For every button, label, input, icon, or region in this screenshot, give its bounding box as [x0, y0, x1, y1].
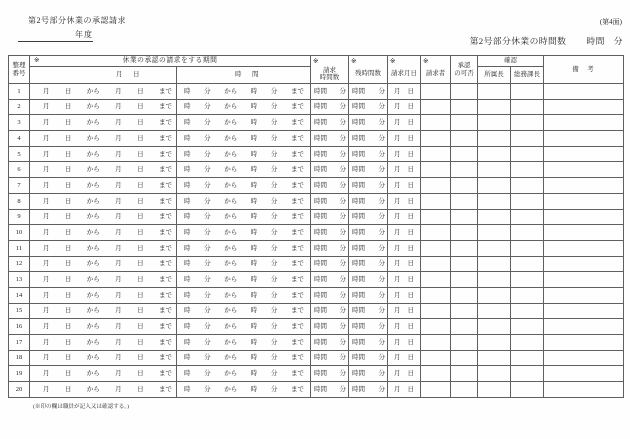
row-number-cell [9, 99, 30, 115]
hours-unit-label: 時間 [586, 36, 605, 46]
table-row [9, 335, 624, 351]
time-range-cell: 時 分 から 時 分 まで [177, 84, 311, 100]
requester-cell [421, 84, 451, 100]
request-hours-cell: 時間 分 [311, 366, 349, 382]
header-general-affairs-chief: 総務課長 [511, 67, 544, 84]
time-range-cell: 時 分 から 時 分 まで [177, 115, 311, 131]
header-request-hours: ※ 請求 時間数 [311, 56, 349, 84]
request-date-cell: 月 日 [388, 335, 421, 351]
row-number: 3 [17, 119, 21, 127]
general-affairs-chief-cell [511, 350, 544, 366]
date-range-cell: 月 日 から 月 日 まで [30, 319, 177, 335]
date-range-cell: 月 日 から 月 日 まで [30, 350, 177, 366]
section-chief-cell [478, 209, 511, 225]
section-chief-cell [478, 287, 511, 303]
row-number: 2 [17, 103, 21, 111]
approval-cell [451, 319, 478, 335]
table-row [9, 178, 624, 194]
request-date-cell: 月 日 [388, 382, 421, 398]
section-chief-cell [478, 193, 511, 209]
header-requester: ※ 請求者 [421, 56, 451, 84]
approval-cell [451, 256, 478, 272]
approval-cell [451, 366, 478, 382]
requester-cell [421, 146, 451, 162]
time-range-cell: 時 分 から 時 分 まで [177, 256, 311, 272]
date-range-cell: 月 日 から 月 日 まで [30, 99, 177, 115]
row-number-cell [9, 335, 30, 351]
row-number-cell [9, 115, 30, 131]
row-number-cell [9, 84, 30, 100]
table-row [9, 319, 624, 335]
request-hours-cell: 時間 分 [311, 115, 349, 131]
request-date-cell: 月 日 [388, 366, 421, 382]
general-affairs-chief-cell [511, 84, 544, 100]
section-chief-cell [478, 335, 511, 351]
date-range-cell: 月 日 から 月 日 まで [30, 287, 177, 303]
general-affairs-chief-cell [511, 178, 544, 194]
remarks-cell [544, 382, 624, 398]
time-range-cell: 時 分 から 時 分 まで [177, 240, 311, 256]
requester-cell [421, 162, 451, 178]
request-hours-cell: 時間 分 [311, 146, 349, 162]
asterisk-mark: ※ [34, 57, 40, 64]
remarks-cell [544, 131, 624, 147]
request-date-cell: 月 日 [388, 272, 421, 288]
time-range-cell: 時 分 から 時 分 まで [177, 303, 311, 319]
hours-total-line [470, 34, 623, 47]
time-range-cell: 時 分 から 時 分 まで [177, 335, 311, 351]
remaining-hours-cell: 時間 分 [349, 303, 388, 319]
row-number: 14 [15, 291, 23, 299]
request-hours-cell: 時間 分 [311, 335, 349, 351]
table-row [9, 287, 624, 303]
section-chief-cell [478, 272, 511, 288]
remarks-cell [544, 115, 624, 131]
requester-cell [421, 319, 451, 335]
request-hours-cell: 時間 分 [311, 162, 349, 178]
date-range-cell: 月 日 から 月 日 まで [30, 131, 177, 147]
date-range-cell: 月 日 から 月 日 まで [30, 382, 177, 398]
time-range-cell: 時 分 から 時 分 まで [177, 131, 311, 147]
request-hours-cell: 時間 分 [311, 99, 349, 115]
approval-request-table [8, 55, 624, 398]
row-number: 10 [15, 228, 23, 236]
table-row [9, 131, 624, 147]
approval-cell [451, 178, 478, 194]
general-affairs-chief-cell [511, 146, 544, 162]
section-chief-cell [478, 131, 511, 147]
request-hours-cell: 時間 分 [311, 84, 349, 100]
row-number: 12 [15, 260, 23, 268]
section-chief-cell [478, 256, 511, 272]
row-number: 20 [15, 385, 23, 393]
table-row [9, 162, 624, 178]
request-hours-cell: 時間 分 [311, 272, 349, 288]
table-row [9, 99, 624, 115]
remarks-cell [544, 287, 624, 303]
row-number-cell [9, 319, 30, 335]
remarks-cell [544, 240, 624, 256]
year-label: 年度 [75, 30, 93, 39]
row-number-cell [9, 178, 30, 194]
row-number: 15 [15, 307, 23, 315]
remaining-hours-cell: 時間 分 [349, 240, 388, 256]
remarks-cell [544, 366, 624, 382]
general-affairs-chief-cell [511, 256, 544, 272]
section-chief-cell [478, 382, 511, 398]
general-affairs-chief-cell [511, 366, 544, 382]
remarks-cell [544, 303, 624, 319]
remarks-cell [544, 193, 624, 209]
date-range-cell: 月 日 から 月 日 まで [30, 240, 177, 256]
general-affairs-chief-cell [511, 225, 544, 241]
request-hours-cell: 時間 分 [311, 131, 349, 147]
row-number: 16 [15, 323, 23, 331]
time-range-cell: 時 分 から 時 分 まで [177, 209, 311, 225]
table-row [9, 350, 624, 366]
date-range-cell: 月 日 から 月 日 まで [30, 193, 177, 209]
requester-cell [421, 382, 451, 398]
footnote: (※印の欄は職員が記入又は確認する。) [33, 404, 130, 410]
request-date-cell: 月 日 [388, 303, 421, 319]
table-row [9, 382, 624, 398]
asterisk-mark: ※ [423, 58, 429, 65]
row-number: 8 [17, 197, 21, 205]
time-range-cell: 時 分 から 時 分 まで [177, 146, 311, 162]
remaining-hours-cell: 時間 分 [349, 115, 388, 131]
table-row [9, 240, 624, 256]
request-hours-cell: 時間 分 [311, 240, 349, 256]
remarks-cell [544, 209, 624, 225]
remaining-hours-cell: 時間 分 [349, 209, 388, 225]
request-date-cell: 月 日 [388, 240, 421, 256]
remarks-cell [544, 225, 624, 241]
section-chief-cell [478, 366, 511, 382]
time-range-cell: 時 分 から 時 分 まで [177, 225, 311, 241]
table-header [9, 56, 624, 84]
approval-cell [451, 146, 478, 162]
remarks-cell [544, 272, 624, 288]
time-range-cell: 時 分 から 時 分 まで [177, 272, 311, 288]
request-date-cell: 月 日 [388, 193, 421, 209]
header-request-period: ※ 休業の承認の請求をする期間 [30, 56, 311, 67]
section-chief-cell [478, 240, 511, 256]
general-affairs-chief-cell [511, 209, 544, 225]
table-row [9, 366, 624, 382]
general-affairs-chief-cell [511, 162, 544, 178]
request-date-cell: 月 日 [388, 287, 421, 303]
table-row [9, 193, 624, 209]
general-affairs-chief-cell [511, 131, 544, 147]
date-range-cell: 月 日 から 月 日 まで [30, 366, 177, 382]
remarks-cell [544, 178, 624, 194]
asterisk-mark: ※ [390, 58, 396, 65]
row-number: 11 [15, 244, 23, 252]
remaining-hours-cell: 時間 分 [349, 335, 388, 351]
remaining-hours-cell: 時間 分 [349, 178, 388, 194]
remaining-hours-cell: 時間 分 [349, 84, 388, 100]
approval-cell [451, 287, 478, 303]
requester-cell [421, 225, 451, 241]
request-hours-cell: 時間 分 [311, 287, 349, 303]
remarks-cell [544, 350, 624, 366]
time-range-cell: 時 分 から 時 分 まで [177, 350, 311, 366]
date-range-cell: 月 日 から 月 日 まで [30, 115, 177, 131]
row-number: 6 [17, 166, 21, 174]
section-chief-cell [478, 115, 511, 131]
row-number: 13 [15, 276, 23, 284]
date-range-cell: 月 日 から 月 日 まで [30, 303, 177, 319]
requester-cell [421, 178, 451, 194]
approval-cell [451, 162, 478, 178]
remaining-hours-cell: 時間 分 [349, 287, 388, 303]
remarks-cell [544, 319, 624, 335]
approval-cell [451, 350, 478, 366]
remaining-hours-cell: 時間 分 [349, 193, 388, 209]
general-affairs-chief-cell [511, 272, 544, 288]
requester-cell [421, 335, 451, 351]
date-range-cell: 月 日 から 月 日 まで [30, 84, 177, 100]
row-number-cell [9, 162, 30, 178]
header-remarks: 備 考 [544, 56, 624, 84]
header-approval: 承認 の可否 [451, 56, 478, 84]
remaining-hours-cell: 時間 分 [349, 256, 388, 272]
section-chief-cell [478, 84, 511, 100]
approval-cell [451, 84, 478, 100]
header-remaining-hours: ※ 残時間数 [349, 56, 388, 84]
table-row [9, 115, 624, 131]
row-number-cell [9, 256, 30, 272]
approval-cell [451, 303, 478, 319]
table-row [9, 146, 624, 162]
header-confirmation: 確認 [478, 56, 544, 67]
request-hours-cell: 時間 分 [311, 209, 349, 225]
approval-cell [451, 209, 478, 225]
remarks-cell [544, 99, 624, 115]
row-number-cell [9, 272, 30, 288]
general-affairs-chief-cell [511, 115, 544, 131]
requester-cell [421, 131, 451, 147]
row-number: 4 [17, 134, 21, 142]
asterisk-mark: ※ [351, 58, 357, 65]
date-range-cell: 月 日 から 月 日 まで [30, 225, 177, 241]
page-marker: (第4面) [599, 18, 622, 26]
time-range-cell: 時 分 から 時 分 まで [177, 319, 311, 335]
request-date-cell: 月 日 [388, 225, 421, 241]
request-date-cell: 月 日 [388, 99, 421, 115]
approval-cell [451, 272, 478, 288]
request-date-cell: 月 日 [388, 131, 421, 147]
section-chief-cell [478, 178, 511, 194]
document-title: 第2号部分休業の承認請求 [28, 16, 126, 25]
remarks-cell [544, 84, 624, 100]
section-chief-cell [478, 146, 511, 162]
remaining-hours-cell: 時間 分 [349, 350, 388, 366]
remaining-hours-cell: 時間 分 [349, 366, 388, 382]
requester-cell [421, 256, 451, 272]
general-affairs-chief-cell [511, 99, 544, 115]
requester-cell [421, 272, 451, 288]
header-time: 時 間 [177, 67, 311, 84]
row-number-cell [9, 209, 30, 225]
approval-cell [451, 193, 478, 209]
table-row [9, 272, 624, 288]
table-row [9, 84, 624, 100]
requester-cell [421, 193, 451, 209]
time-range-cell: 時 分 から 時 分 まで [177, 287, 311, 303]
remarks-cell [544, 146, 624, 162]
approval-cell [451, 225, 478, 241]
approval-cell [451, 131, 478, 147]
table-row [9, 225, 624, 241]
request-hours-cell: 時間 分 [311, 193, 349, 209]
hours-total-label: 第2号部分休業の時間数 [469, 36, 567, 46]
section-chief-cell [478, 99, 511, 115]
request-date-cell: 月 日 [388, 84, 421, 100]
request-date-cell: 月 日 [388, 162, 421, 178]
request-date-cell: 月 日 [388, 178, 421, 194]
general-affairs-chief-cell [511, 240, 544, 256]
date-range-cell: 月 日 から 月 日 まで [30, 162, 177, 178]
time-range-cell: 時 分 から 時 分 まで [177, 366, 311, 382]
remarks-cell [544, 335, 624, 351]
requester-cell [421, 99, 451, 115]
table-row [9, 303, 624, 319]
requester-cell [421, 115, 451, 131]
row-number-cell [9, 131, 30, 147]
request-date-cell: 月 日 [388, 209, 421, 225]
remaining-hours-cell: 時間 分 [349, 319, 388, 335]
remaining-hours-cell: 時間 分 [349, 99, 388, 115]
asterisk-mark: ※ [313, 58, 319, 65]
header-seq-no: 整理 番号 [9, 56, 30, 84]
row-number: 18 [15, 354, 23, 362]
row-number-cell [9, 350, 30, 366]
request-hours-cell: 時間 分 [311, 303, 349, 319]
remaining-hours-cell: 時間 分 [349, 382, 388, 398]
minutes-unit-label: 分 [613, 36, 623, 46]
approval-cell [451, 99, 478, 115]
time-range-cell: 時 分 から 時 分 まで [177, 162, 311, 178]
request-date-cell: 月 日 [388, 115, 421, 131]
remaining-hours-cell: 時間 分 [349, 225, 388, 241]
general-affairs-chief-cell [511, 193, 544, 209]
row-number-cell [9, 366, 30, 382]
date-range-cell: 月 日 から 月 日 まで [30, 209, 177, 225]
row-number: 19 [15, 370, 23, 378]
date-range-cell: 月 日 から 月 日 まで [30, 256, 177, 272]
header-section-chief: 所属長 [478, 67, 511, 84]
request-hours-cell: 時間 分 [311, 382, 349, 398]
general-affairs-chief-cell [511, 303, 544, 319]
request-date-cell: 月 日 [388, 256, 421, 272]
requester-cell [421, 350, 451, 366]
request-date-cell: 月 日 [388, 350, 421, 366]
row-number-cell [9, 303, 30, 319]
section-chief-cell [478, 303, 511, 319]
section-chief-cell [478, 225, 511, 241]
request-hours-cell: 時間 分 [311, 178, 349, 194]
remaining-hours-cell: 時間 分 [349, 146, 388, 162]
request-hours-cell: 時間 分 [311, 319, 349, 335]
row-number: 5 [17, 150, 21, 158]
general-affairs-chief-cell [511, 319, 544, 335]
date-range-cell: 月 日 から 月 日 まで [30, 335, 177, 351]
row-number-cell [9, 146, 30, 162]
remarks-cell [544, 256, 624, 272]
requester-cell [421, 366, 451, 382]
request-date-cell: 月 日 [388, 319, 421, 335]
table-row [9, 256, 624, 272]
row-number: 1 [17, 87, 21, 95]
row-number-cell [9, 240, 30, 256]
year-blank-line [18, 29, 93, 42]
general-affairs-chief-cell [511, 335, 544, 351]
remaining-hours-cell: 時間 分 [349, 162, 388, 178]
approval-cell [451, 335, 478, 351]
section-chief-cell [478, 162, 511, 178]
section-chief-cell [478, 319, 511, 335]
request-hours-cell: 時間 分 [311, 350, 349, 366]
requester-cell [421, 209, 451, 225]
time-range-cell: 時 分 から 時 分 まで [177, 193, 311, 209]
remaining-hours-cell: 時間 分 [349, 272, 388, 288]
general-affairs-chief-cell [511, 287, 544, 303]
request-date-cell: 月 日 [388, 146, 421, 162]
header-request-date: ※ 請求月日 [388, 56, 421, 84]
row-number-cell [9, 193, 30, 209]
requester-cell [421, 240, 451, 256]
row-number-cell [9, 382, 30, 398]
remaining-hours-cell: 時間 分 [349, 131, 388, 147]
time-range-cell: 時 分 から 時 分 まで [177, 382, 311, 398]
time-range-cell: 時 分 から 時 分 まで [177, 178, 311, 194]
date-range-cell: 月 日 から 月 日 まで [30, 146, 177, 162]
general-affairs-chief-cell [511, 382, 544, 398]
row-number: 17 [15, 338, 23, 346]
table-row [9, 209, 624, 225]
row-number: 7 [17, 181, 21, 189]
date-range-cell: 月 日 から 月 日 まで [30, 272, 177, 288]
requester-cell [421, 303, 451, 319]
time-range-cell: 時 分 から 時 分 まで [177, 99, 311, 115]
approval-cell [451, 115, 478, 131]
requester-cell [421, 287, 451, 303]
remarks-cell [544, 162, 624, 178]
approval-cell [451, 382, 478, 398]
row-number: 9 [17, 213, 21, 221]
header-month-day: 月 日 [30, 67, 177, 84]
request-hours-cell: 時間 分 [311, 225, 349, 241]
request-hours-cell: 時間 分 [311, 256, 349, 272]
section-chief-cell [478, 350, 511, 366]
row-number-cell [9, 287, 30, 303]
date-range-cell: 月 日 から 月 日 まで [30, 178, 177, 194]
row-number-cell [9, 225, 30, 241]
table-body [9, 84, 624, 398]
approval-cell [451, 240, 478, 256]
